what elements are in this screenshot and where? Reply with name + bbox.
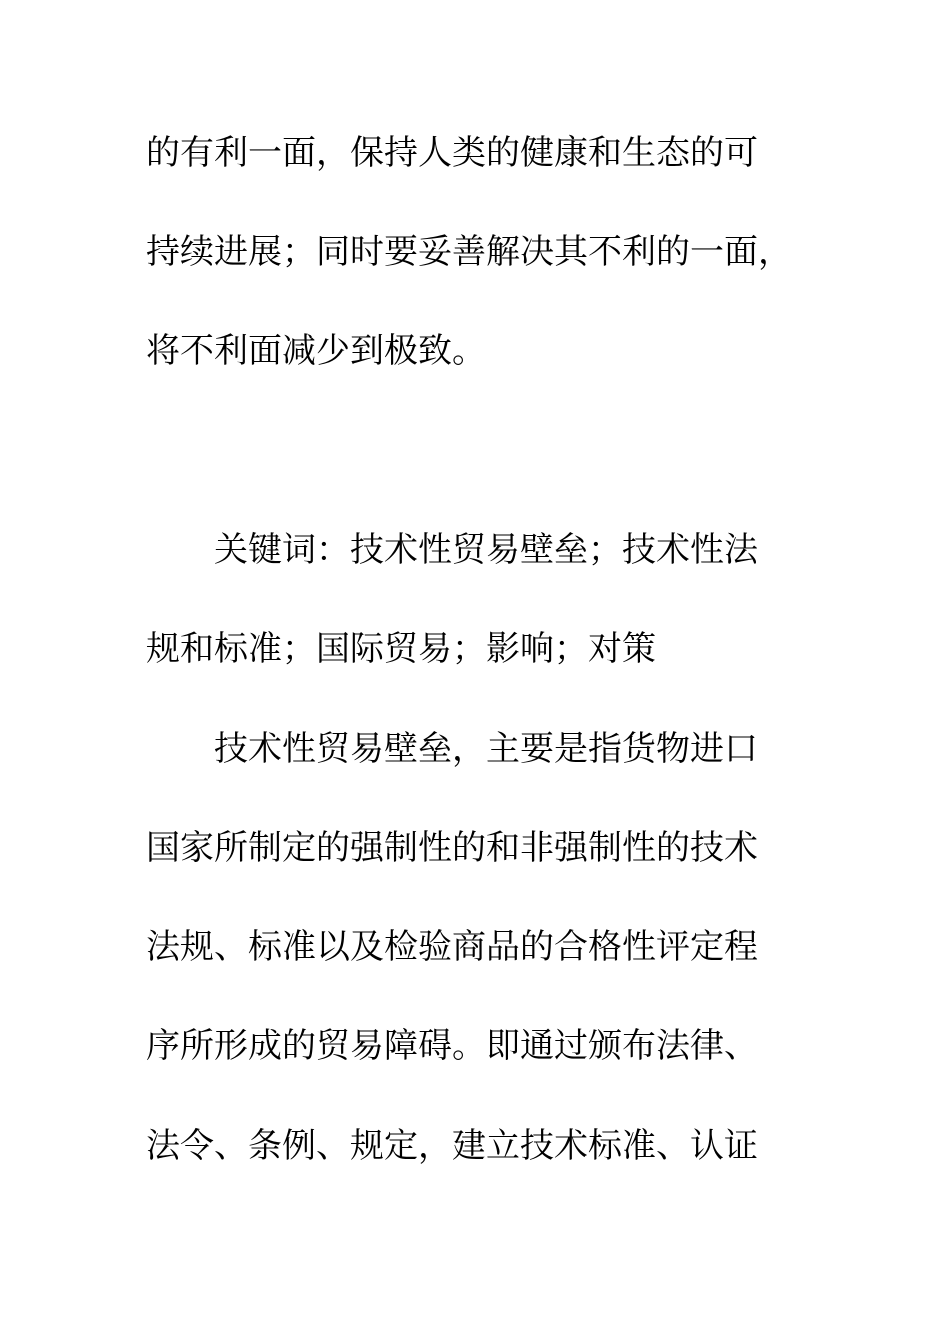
body-text-line: 序所形成的贸易障碍。即通过颁布法律、: [146, 1026, 758, 1066]
body-text-line: 法令、条例、规定，建立技术标准、认证: [146, 1126, 758, 1166]
body-text-line: 持续进展；同时要妥善解决其不利的一面，: [146, 232, 792, 272]
body-text-line: 的有利一面，保持人类的健康和生态的可: [146, 133, 758, 173]
body-text-line: 法规、标准以及检验商品的合格性评定程: [146, 927, 758, 967]
body-text-line: 将不利面减少到极致。: [146, 331, 486, 371]
body-text-line: 国家所制定的强制性的和非强制性的技术: [146, 828, 758, 868]
keywords-line: 规和标准；国际贸易；影响；对策: [146, 629, 656, 669]
body-text-line: 技术性贸易壁垒，主要是指货物进口: [214, 729, 758, 769]
keywords-line: 关键词：技术性贸易壁垒；技术性法: [214, 530, 758, 570]
